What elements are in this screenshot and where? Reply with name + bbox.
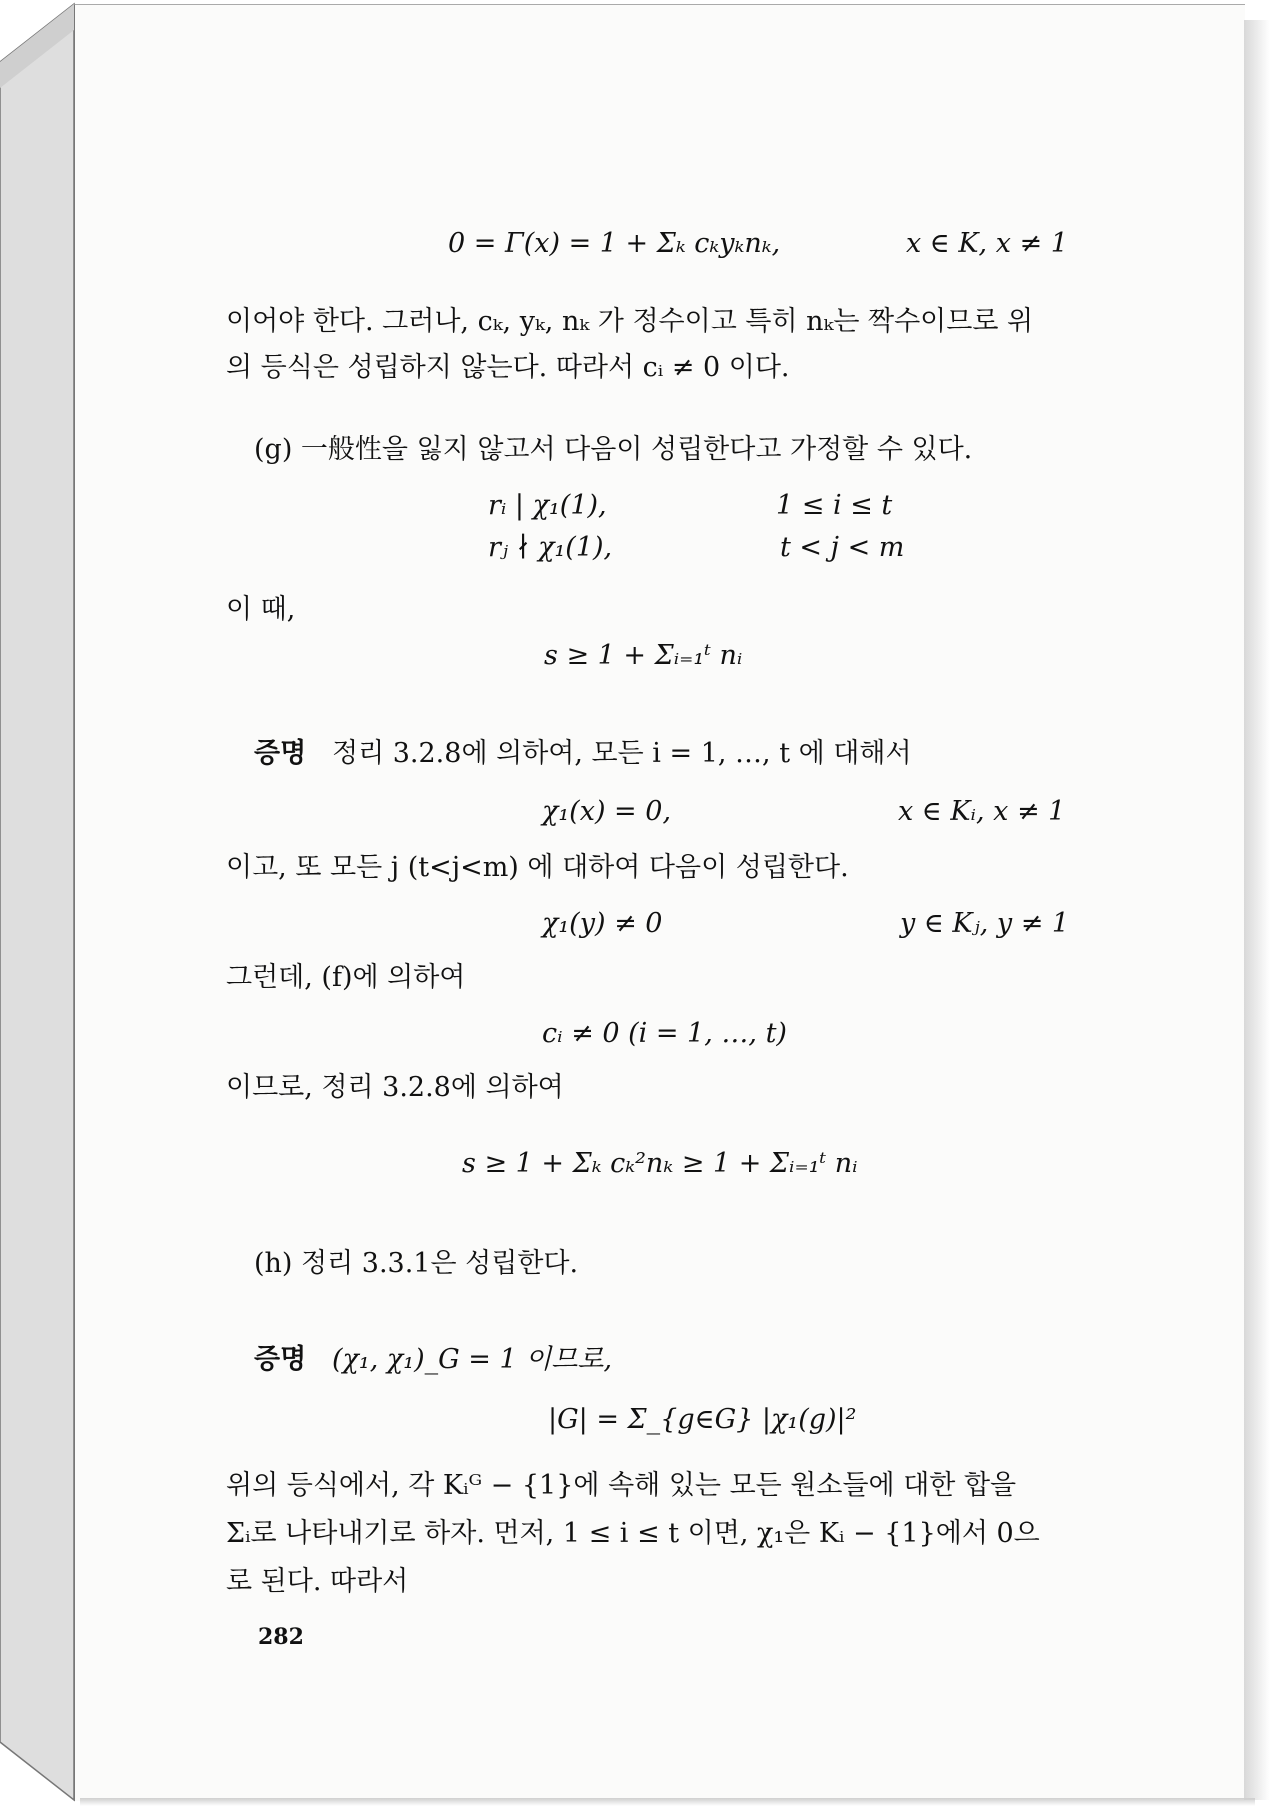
equation-gamma-condition: x ∈ K, x ≠ 1 [906,228,1068,259]
equation-s-bound-1: s ≥ 1 + Σᵢ₌₁ᵗ nᵢ [544,640,743,671]
equation-gamma: 0 = Γ(x) = 1 + Σₖ cₖyₖnₖ, [448,228,781,259]
equation-ci-nonzero: cᵢ ≠ 0 (i = 1, …, t) [542,1018,787,1049]
proof-2-text: (χ₁, χ₁)_G = 1 이므로, [332,1344,613,1375]
equation-g-row-2-left: rⱼ ∤ χ₁(1), [488,532,613,563]
page-shadow-right [1244,20,1270,1800]
equation-s-bound-2: s ≥ 1 + Σₖ cₖ²nₖ ≥ 1 + Σᵢ₌₁ᵗ nᵢ [462,1148,858,1179]
equation-chi-x: χ₁(x) = 0, [542,796,672,827]
proof-1-text: 정리 3.2.8에 의하여, 모든 i = 1, …, t 에 대해서 [332,738,912,769]
paragraph-2-line-1: 위의 등식에서, 각 Kᵢᴳ − {1}에 속해 있는 모든 원소들에 대한 합을 [226,1470,1017,1501]
equation-g-row-2-right: t < j < m [780,532,905,563]
paragraph-2-line-3: 로 된다. 따라서 [226,1566,409,1597]
equation-g-row-1-left: rᵢ | χ₁(1), [488,490,607,521]
page-number: 282 [258,1624,304,1650]
statement-g: (g) 一般性을 잃지 않고서 다음이 성립한다고 가정할 수 있다. [254,434,973,465]
proof-label-2: 증명 [254,1344,307,1375]
equation-chi-y: χ₁(y) ≠ 0 [542,908,663,939]
equation-chi-x-condition: x ∈ Kᵢ, x ≠ 1 [898,796,1066,827]
paragraph-1-line-1: 이어야 한다. 그러나, cₖ, yₖ, nₖ 가 정수이고 특히 nₖ는 짝수이므로 위 [226,306,1034,337]
paragraph-2-line-2: Σᵢ로 나타내기로 하자. 먼저, 1 ≤ i ≤ t 이면, χ₁은 Kᵢ − {1}에서 0으 [226,1518,1040,1549]
equation-g-row-1-right: 1 ≤ i ≤ t [776,490,893,521]
page-shadow-bottom [80,1798,1255,1806]
text-therefore: 이므로, 정리 3.2.8에 의하여 [226,1072,564,1103]
statement-h: (h) 정리 3.3.1은 성립한다. [254,1248,579,1279]
text-however: 그런데, (f)에 의하여 [226,962,466,993]
equation-group-order: |G| = Σ_{g∈G} |χ₁(g)|² [548,1404,857,1435]
equation-chi-y-condition: y ∈ Kⱼ, y ≠ 1 [900,908,1070,939]
text-this-time: 이 때, [226,594,296,625]
text-also: 이고, 또 모든 j (t<j<m) 에 대하여 다음이 성립한다. [226,852,849,883]
proof-label-1: 증명 [254,738,307,769]
paragraph-1-line-2: 의 등식은 성립하지 않는다. 따라서 cᵢ ≠ 0 이다. [226,352,790,383]
book-spine [0,0,78,1806]
